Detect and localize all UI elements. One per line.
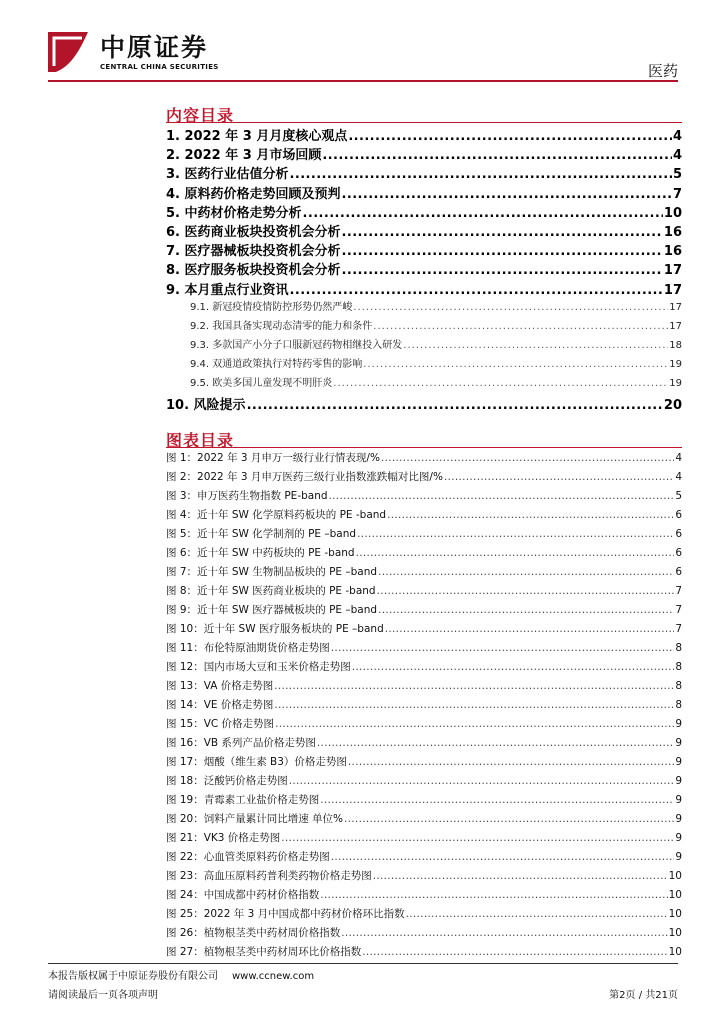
figures-title-divider bbox=[166, 447, 682, 448]
leader-dots bbox=[348, 129, 672, 144]
entry-page-number: 9 bbox=[675, 737, 682, 749]
toc-title-divider bbox=[166, 122, 682, 123]
figure-entry[interactable] bbox=[166, 773, 682, 792]
footer-divider bbox=[48, 963, 678, 964]
entry-label: 10. 风险提示 bbox=[166, 397, 246, 413]
list-of-figures bbox=[166, 450, 682, 963]
footer-disclaimer: 请阅读最后一页各项声明 bbox=[48, 990, 158, 1001]
toc-entry[interactable] bbox=[166, 259, 682, 278]
entry-label: 9.3. 多款国产小分子口服新冠药物相继投入研发 bbox=[190, 340, 403, 352]
leader-dots bbox=[320, 794, 674, 806]
entry-label: 9.4. 双通道政策执行对特药零售的影响 bbox=[190, 359, 363, 371]
entry-page-number: 9 bbox=[675, 718, 682, 730]
toc-entry[interactable] bbox=[166, 394, 682, 413]
figure-entry[interactable] bbox=[166, 754, 682, 773]
figure-entry[interactable] bbox=[166, 602, 682, 621]
leader-dots bbox=[290, 283, 663, 298]
entry-page-number: 8 bbox=[675, 642, 682, 654]
leader-dots bbox=[275, 718, 674, 730]
leader-dots bbox=[331, 851, 675, 863]
entry-label: 图 14：VE 价格走势图 bbox=[166, 699, 274, 711]
entry-page-number: 17 bbox=[663, 282, 682, 298]
entry-label: 图 16：VB 系列产品价格走势图 bbox=[166, 737, 316, 749]
toc-entry[interactable] bbox=[166, 355, 682, 374]
figure-entry[interactable] bbox=[166, 507, 682, 526]
entry-page-number: 17 bbox=[669, 301, 682, 313]
entry-page-number: 9 bbox=[675, 775, 682, 787]
figure-entry[interactable] bbox=[166, 925, 682, 944]
figure-entry[interactable] bbox=[166, 944, 682, 963]
entry-page-number: 4 bbox=[675, 471, 682, 483]
entry-page-number: 10 bbox=[668, 889, 682, 901]
entry-label: 图 24：中国成都中药材价格指数 bbox=[166, 889, 320, 901]
toc-entry[interactable] bbox=[166, 183, 682, 202]
entry-label: 图 1：2022 年 3 月申万一级行业行情表现/% bbox=[166, 452, 380, 464]
figure-entry[interactable] bbox=[166, 545, 682, 564]
entry-label: 2. 2022 年 3 月市场回顾 bbox=[166, 148, 322, 164]
leader-dots bbox=[333, 378, 668, 389]
leader-dots bbox=[373, 870, 668, 882]
toc-entry[interactable] bbox=[166, 279, 682, 298]
entry-label: 图 13：VA 价格走势图 bbox=[166, 680, 274, 692]
toc-entry[interactable] bbox=[166, 298, 682, 317]
entry-page-number: 6 bbox=[675, 528, 682, 540]
leader-dots bbox=[348, 756, 674, 768]
entry-page-number: 4 bbox=[672, 148, 682, 164]
leader-dots bbox=[353, 302, 668, 313]
entry-page-number: 6 bbox=[675, 566, 682, 578]
entry-label: 图 19：青霉素工业盐价格走势图 bbox=[166, 794, 320, 806]
footer-copyright: 本报告版权属于中原证券股份有限公司 bbox=[48, 971, 218, 982]
toc-entry[interactable] bbox=[166, 374, 682, 393]
leader-dots bbox=[373, 321, 668, 332]
entry-label: 图 18：泛酸钙价格走势图 bbox=[166, 775, 288, 787]
leader-dots bbox=[406, 908, 668, 920]
leader-dots bbox=[274, 680, 674, 692]
entry-page-number: 17 bbox=[669, 320, 682, 332]
toc-entry[interactable] bbox=[166, 125, 682, 144]
company-name-en: CENTRAL CHINA SECURITIES bbox=[100, 63, 219, 71]
leader-dots bbox=[381, 452, 674, 464]
entry-label: 8. 医疗服务板块投资机会分析 bbox=[166, 263, 341, 279]
entry-page-number: 17 bbox=[663, 263, 682, 279]
figure-entry[interactable] bbox=[166, 678, 682, 697]
entry-page-number: 8 bbox=[675, 699, 682, 711]
leader-dots bbox=[356, 547, 675, 559]
figure-entry[interactable] bbox=[166, 716, 682, 735]
entry-label: 图 12：国内市场大豆和玉米价格走势图 bbox=[166, 661, 351, 673]
entry-label: 图 27：植物根茎类中药材周环比价格指数 bbox=[166, 946, 362, 958]
leader-dots bbox=[378, 604, 674, 616]
leader-dots bbox=[387, 509, 674, 521]
leader-dots bbox=[274, 699, 674, 711]
leader-dots bbox=[342, 187, 672, 202]
figure-entry[interactable] bbox=[166, 488, 682, 507]
footer-copyright-line bbox=[48, 967, 314, 982]
leader-dots bbox=[385, 623, 675, 635]
figure-entry[interactable] bbox=[166, 469, 682, 488]
figure-entry[interactable] bbox=[166, 659, 682, 678]
entry-label: 图 3：申万医药生物指数 PE-band bbox=[166, 490, 328, 502]
entry-label: 6. 医药商业板块投资机会分析 bbox=[166, 224, 341, 240]
entry-page-number: 20 bbox=[663, 397, 682, 413]
entry-label: 图 8：近十年 SW 医药商业板块的 PE -band bbox=[166, 585, 376, 597]
entry-label: 1. 2022 年 3 月月度核心观点 bbox=[166, 129, 348, 144]
figure-entry[interactable] bbox=[166, 906, 682, 925]
entry-label: 图 20：饲料产量累计同比增速 单位% bbox=[166, 813, 344, 825]
entry-label: 3. 医药行业估值分析 bbox=[166, 167, 289, 183]
figures-title: 图表目录 bbox=[166, 431, 235, 450]
entry-page-number: 8 bbox=[675, 680, 682, 692]
sector-label: 医药 bbox=[647, 62, 678, 80]
leader-dots bbox=[363, 359, 668, 370]
entry-page-number: 10 bbox=[668, 908, 682, 920]
entry-page-number: 5 bbox=[672, 167, 682, 183]
leader-dots bbox=[444, 471, 674, 483]
leader-dots bbox=[357, 528, 674, 540]
entry-page-number: 9 bbox=[675, 756, 682, 768]
entry-page-number: 19 bbox=[669, 359, 682, 371]
figure-entry[interactable] bbox=[166, 583, 682, 602]
entry-page-number: 8 bbox=[675, 661, 682, 673]
toc-entry[interactable] bbox=[166, 336, 682, 355]
entry-label: 图 6：近十年 SW 中药板块的 PE -band bbox=[166, 547, 355, 559]
leader-dots bbox=[290, 167, 672, 182]
leader-dots bbox=[329, 490, 675, 502]
entry-page-number: 18 bbox=[669, 340, 682, 352]
figure-entry[interactable] bbox=[166, 811, 682, 830]
figure-entry[interactable] bbox=[166, 849, 682, 868]
entry-page-number: 4 bbox=[672, 129, 682, 144]
entry-label: 图 23：高血压原料药普利类药物价格走势图 bbox=[166, 870, 372, 882]
entry-page-number: 9 bbox=[675, 813, 682, 825]
entry-label: 图 7：近十年 SW 生物制品板块的 PE –band bbox=[166, 566, 378, 578]
company-name-cn: 中原证券 bbox=[100, 33, 209, 62]
entry-page-number: 9 bbox=[675, 851, 682, 863]
entry-label: 9.5. 欧美多国儿童发现不明肝炎 bbox=[190, 378, 333, 390]
entry-label: 4. 原料药价格走势回顾及预判 bbox=[166, 186, 341, 202]
figure-entry[interactable] bbox=[166, 621, 682, 640]
entry-page-number: 9 bbox=[675, 794, 682, 806]
entry-page-number: 9 bbox=[675, 832, 682, 844]
figure-entry[interactable] bbox=[166, 830, 682, 849]
page-header bbox=[0, 0, 724, 84]
entry-page-number: 10 bbox=[668, 870, 682, 882]
toc-entry[interactable] bbox=[166, 317, 682, 336]
entry-label: 图 4：近十年 SW 化学原料药板块的 PE -band bbox=[166, 509, 387, 521]
leader-dots bbox=[342, 263, 663, 278]
leader-dots bbox=[303, 206, 663, 221]
figure-entry[interactable] bbox=[166, 735, 682, 754]
leader-dots bbox=[322, 148, 672, 163]
figure-entry[interactable] bbox=[166, 564, 682, 583]
figure-entry[interactable] bbox=[166, 887, 682, 906]
leader-dots bbox=[403, 340, 668, 351]
leader-dots bbox=[320, 889, 667, 901]
entry-label: 5. 中药材价格走势分析 bbox=[166, 205, 302, 221]
figure-entry[interactable] bbox=[166, 526, 682, 545]
table-of-contents bbox=[166, 125, 682, 413]
entry-label: 图 5：近十年 SW 化学制剂的 PE –band bbox=[166, 528, 357, 540]
entry-label: 图 15：VC 价格走势图 bbox=[166, 718, 275, 730]
entry-label: 图 2：2022 年 3 月申万医药三级行业指数涨跌幅对比图/% bbox=[166, 471, 443, 483]
entry-page-number: 10 bbox=[668, 927, 682, 939]
entry-label: 9. 本月重点行业资讯 bbox=[166, 282, 289, 298]
entry-page-number: 7 bbox=[672, 186, 682, 202]
entry-label: 图 10：近十年 SW 医疗服务板块的 PE –band bbox=[166, 623, 384, 635]
leader-dots bbox=[281, 832, 674, 844]
leader-dots bbox=[342, 225, 663, 240]
leader-dots bbox=[377, 585, 675, 597]
figure-entry[interactable] bbox=[166, 450, 682, 469]
entry-page-number: 10 bbox=[668, 946, 682, 958]
entry-label: 图 9：近十年 SW 医疗器械板块的 PE –band bbox=[166, 604, 378, 616]
figure-entry[interactable] bbox=[166, 868, 682, 887]
entry-label: 9.1. 新冠疫情疫情防控形势仍然严峻 bbox=[190, 301, 353, 313]
entry-page-number: 16 bbox=[663, 224, 682, 240]
entry-page-number: 7 bbox=[675, 585, 682, 597]
toc-entry[interactable] bbox=[166, 163, 682, 182]
figure-entry[interactable] bbox=[166, 640, 682, 659]
figure-entry[interactable] bbox=[166, 697, 682, 716]
entry-label: 图 22：心血管类原料药价格走势图 bbox=[166, 851, 330, 863]
entry-label: 图 21：VK3 价格走势图 bbox=[166, 832, 281, 844]
entry-page-number: 6 bbox=[675, 509, 682, 521]
entry-label: 图 26：植物根茎类中药材周价格指数 bbox=[166, 927, 341, 939]
leader-dots bbox=[317, 737, 674, 749]
leader-dots bbox=[378, 566, 674, 578]
leader-dots bbox=[331, 642, 675, 654]
leader-dots bbox=[362, 946, 667, 958]
company-logo-icon bbox=[48, 32, 88, 72]
entry-page-number: 10 bbox=[663, 205, 682, 221]
entry-label: 9.2. 我国具备实现动态清零的能力和条件 bbox=[190, 320, 373, 332]
toc-entry[interactable] bbox=[166, 202, 682, 221]
leader-dots bbox=[289, 775, 675, 787]
entry-label: 图 25：2022 年 3 月中国成都中药材价格环比指数 bbox=[166, 908, 405, 920]
leader-dots bbox=[342, 244, 663, 259]
entry-page-number: 16 bbox=[663, 244, 682, 260]
toc-entry[interactable] bbox=[166, 221, 682, 240]
entry-label: 7. 医疗器械板块投资机会分析 bbox=[166, 244, 341, 260]
entry-page-number: 19 bbox=[669, 378, 682, 390]
toc-entry[interactable] bbox=[166, 144, 682, 163]
header-divider bbox=[48, 80, 678, 82]
entry-page-number: 6 bbox=[675, 547, 682, 559]
entry-label: 图 11：布伦特原油期货价格走势图 bbox=[166, 642, 330, 654]
entry-page-number: 5 bbox=[675, 490, 682, 502]
entry-page-number: 7 bbox=[675, 604, 682, 616]
figure-entry[interactable] bbox=[166, 792, 682, 811]
entry-page-number: 4 bbox=[675, 452, 682, 464]
leader-dots bbox=[352, 661, 675, 673]
toc-title: 内容目录 bbox=[166, 106, 235, 125]
entry-label: 图 17：烟酸（维生素 B3）价格走势图 bbox=[166, 756, 347, 768]
leader-dots bbox=[341, 927, 667, 939]
leader-dots bbox=[247, 398, 663, 413]
entry-page-number: 7 bbox=[675, 623, 682, 635]
footer-url-link[interactable]: www.ccnew.com bbox=[232, 971, 315, 982]
footer-page-info: 第2页 / 共21页 bbox=[609, 990, 678, 1001]
toc-entry[interactable] bbox=[166, 240, 682, 259]
leader-dots bbox=[344, 813, 674, 825]
